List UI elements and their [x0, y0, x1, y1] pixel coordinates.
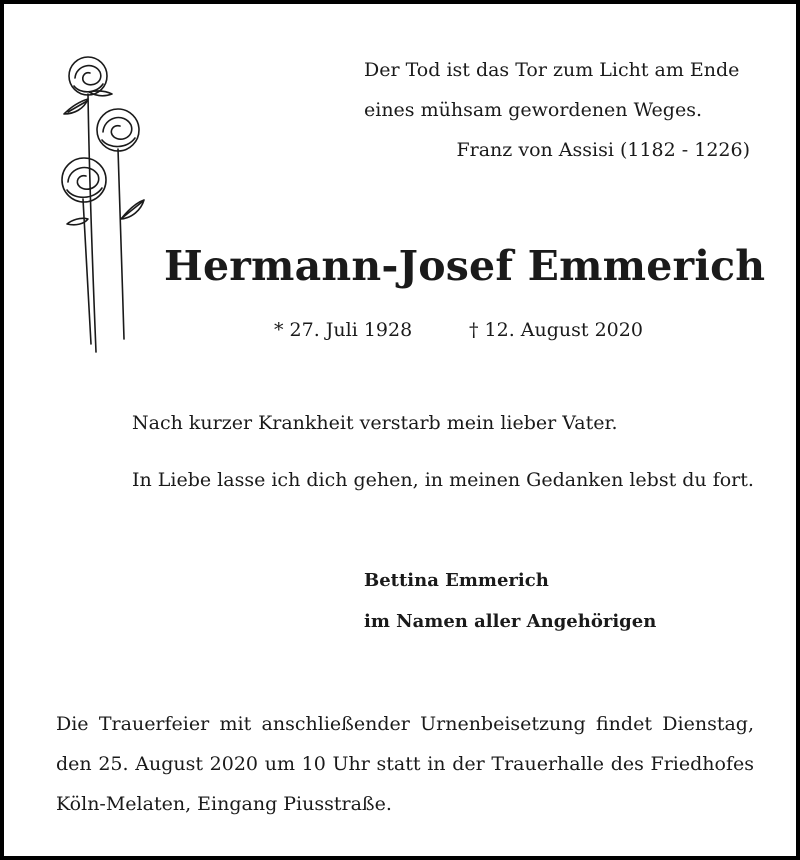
quote-line-2: eines mühsam gewordenen Weges.: [364, 99, 702, 121]
signer-note: im Namen aller Angehörigen: [364, 611, 657, 632]
funeral-service-info: Die Trauerfeier mit anschließender Urnenbeisetzung findet Dienstag, den 25. August 2020 um 10 Uhr statt in der Trauerhalle des Friedhofes Köln-Melaten, Eingang Piusstraße.: [56, 713, 754, 815]
message-line-2: In Liebe lasse ich dich gehen, in meinen Gedanken lebst du fort.: [132, 469, 754, 491]
quote-block: [364, 50, 754, 170]
quote-line-1: Der Tod ist das Tor zum Licht am Ende: [364, 59, 740, 81]
deceased-name: Hermann-Josef Emmerich: [164, 242, 766, 290]
death-date: † 12. August 2020: [469, 319, 643, 341]
quote-attribution: Franz von Assisi (1182 - 1226): [456, 139, 750, 161]
signer-name: Bettina Emmerich: [364, 570, 549, 591]
birth-date: * 27. Juli 1928: [274, 319, 413, 341]
message-line-1: Nach kurzer Krankheit verstarb mein lieber Vater.: [132, 412, 618, 434]
roses-icon: [58, 54, 158, 354]
